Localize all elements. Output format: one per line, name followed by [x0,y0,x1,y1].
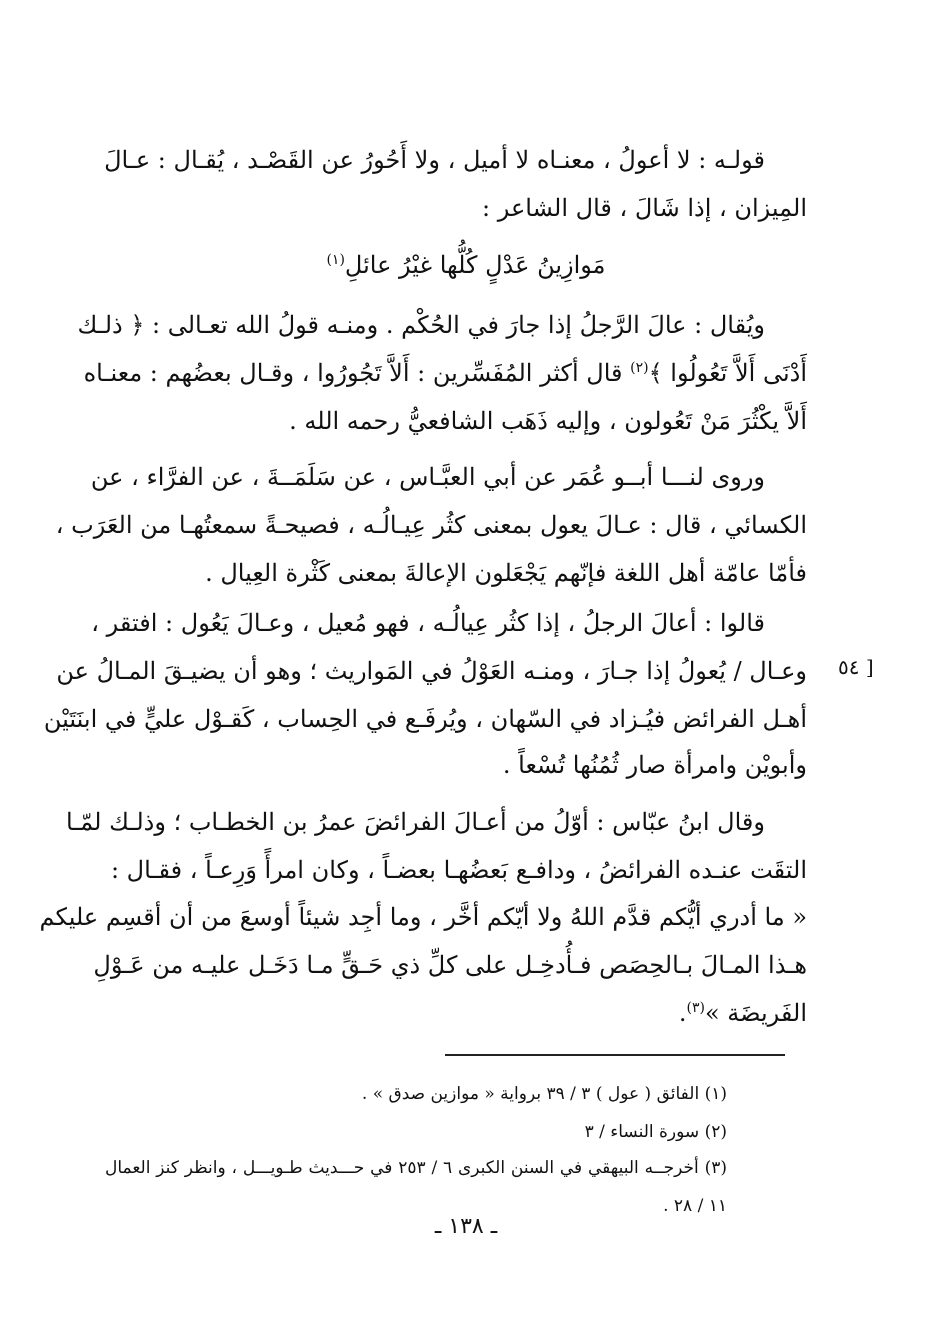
footnote-marker: (١) [326,252,345,268]
body-line [83,353,807,393]
verse-text: مَوازِينُ عَدْلٍ كُلُّها غيْرُ عائلِ [344,251,606,279]
footnote-3: (٣) أخرجــه البيهقي في السنن الكبرى ٦ / ٢٥٣ في حـــديث طـويـــل ، وانظر كنز العمال [105,1158,727,1178]
body-line: فأمّا عامّة أهل اللغة فإنّهم يَجْعَلون الإعالةَ بمعنى كَثْرة العِيال . [205,559,807,587]
body-line: وعـال / يُعولُ إذا جـارَ ، ومنـه العَوْلُ في المَواريث ؛ وهو أن يضيـقَ المـالُ عن [56,657,807,685]
body-line: أهـل الفرائض فيُـزاد في السّهان ، ويُرفَـع في الحِساب ، كَقـوْل عليٍّ في ابنَتَيْن [43,705,807,733]
body-line: وروى لنـــا أبــو عُمَر عن أبي العبَّـاس ، عن سَلَمَــةَ ، عن الفرَّاء ، عن [90,463,765,491]
body-text: . [678,999,687,1027]
quran-quote: أَدْنَى أَلاَّ تَعُولُوا ﴾ [648,359,807,387]
body-line: هـذا المـالَ بـالحِصَص فـأُدخِـل على كلِّ ذي حَـقٍّ مـا دَخَـل عليـه من عَـوْلِ [93,951,807,979]
body-text: قال أكثر المُفَسِّرين : أَلاَّ تَجُورُوا ، وقـال بعضُهم : معنـاه [83,359,631,387]
body-line: ويُقال : عالَ الرَّجلُ إذا جارَ في الحُكْم . ومنـه قولُ الله تعـالى : ﴿ ذلـك [77,311,765,339]
footnote-separator [445,1054,785,1056]
footnote-marker: (٣) [686,1000,705,1016]
body-text: الفَريضَة » [704,999,807,1027]
body-line [117,993,807,1033]
body-line: « ما أدري أيُّكم قدَّم اللهُ ولا أيّكم أخَّر ، وما أجِد شيئاً أوسعَ من أن أقسِم عليكم [39,903,807,931]
body-line: وقال ابنُ عبّاس : أوّلُ من أعـالَ الفرائضَ عمرُ بن الخطـاب ؛ وذلـك لمّـا [65,808,765,836]
margin-page-reference: [ ٥٤ [838,655,874,679]
footnote-3-continued: ١١ / ٢٨ . [663,1196,727,1216]
footnote-2: (٢) سورة النساء / ٣ [584,1122,727,1142]
body-line: أَلاَّ يكْثُرَ مَنْ تَعُولون ، وإليه ذَهَب الشافعيُّ رحمه الله . [289,407,807,435]
body-line: الكسائي ، قال : عـالَ يعول بمعنى كثُر عِيـالُـه ، فصيحـةً سمعتُهـا من العَرَب ، [55,511,807,539]
page-number: ـ ١٣٨ ـ [434,1214,498,1239]
body-line: قولـه : لا أعولُ ، معنـاه لا أميل ، ولا أَحُورُ عن القَصْـد ، يُقـال : عـالَ [104,146,765,174]
body-line: التقَت عنـده الفرائضُ ، ودافـع بَعضُهـا بعضـاً ، وكان امرأً وَرِعـاً ، فقـال : [110,856,807,884]
body-line: وأبويْن وامرأة صار ثُمُنُها تُسْعاً . [502,751,807,779]
body-line: المِيزان ، إذا شَالَ ، قال الشاعر : [482,194,807,222]
footnote-marker: (٢) [630,360,649,376]
footnote-1: (١) الفائق ( عول ) ٣ / ٣٩ برواية « موازين صدق » . [361,1084,727,1104]
body-line: قالوا : أعالَ الرجلُ ، إذا كثُر عِيالُـه ، فهو مُعيل ، وعـالَ يَعُول : افتقر ، [91,609,765,637]
verse-line [0,245,932,285]
